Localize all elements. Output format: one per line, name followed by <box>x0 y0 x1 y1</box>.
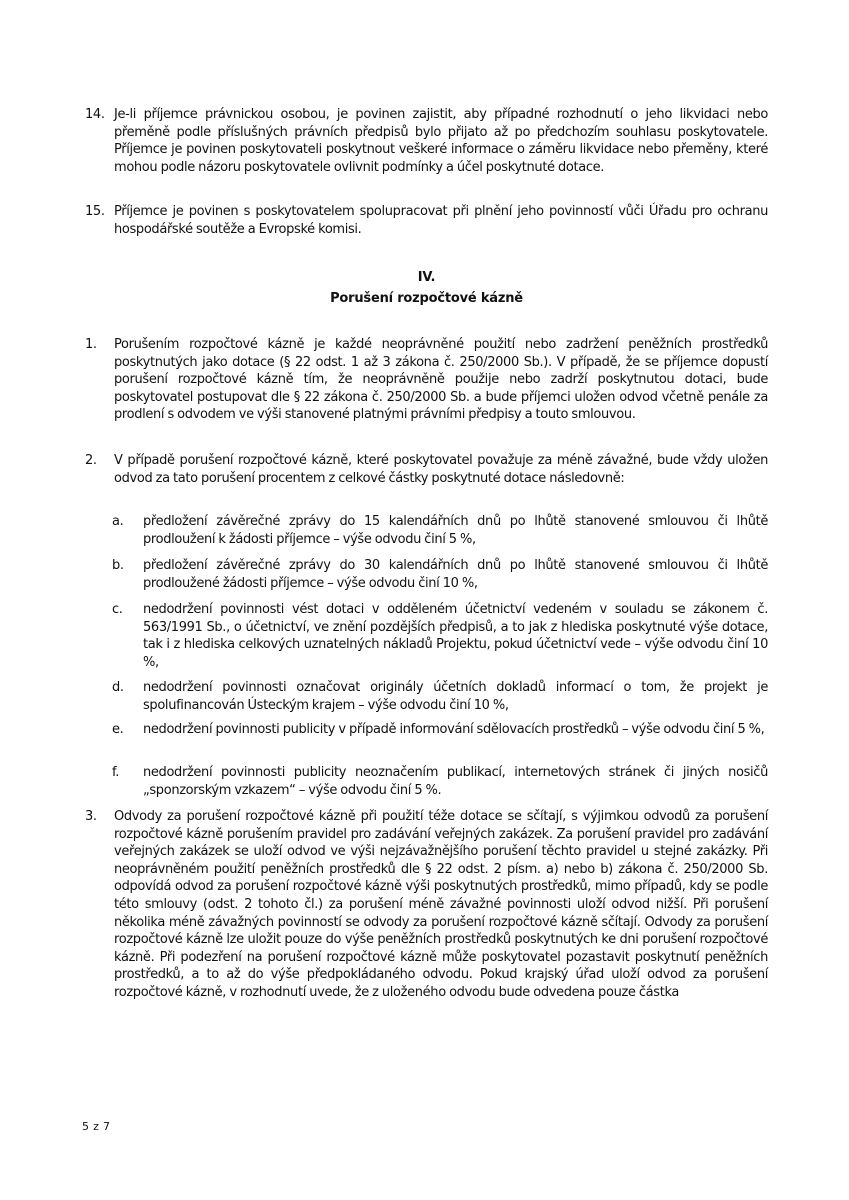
list-item-text: předložení závěrečné zprávy do 30 kalendářních dnů po lhůtě stanovené smlouvou či lhůtě prodloužené žádosti příjemce – výše odvodu činí 10 %, <box>143 558 768 591</box>
paragraph-text: Je-li příjemce právnickou osobou, je povinen zajistit, aby případné rozhodnutí o jeho likvidaci nebo přeměně podle příslušných právních předpisů bylo přijato až po předchozím souhlasu poskytovatele. Příjemce je povinen poskytovateli poskytnout veškeré informace o záměru likvidace nebo přeměny, které mohou podle názoru poskytovatele ovlivnit podmínky a účel poskytnuté dotace. <box>114 107 768 175</box>
list-item-text: nedodržení povinnosti vést dotaci v odděleném účetnictví vedeném v souladu se zákonem č. 563/1991 Sb., o účetnictví, ve znění pozdějších předpisů, a to jak z hlediska poskytnuté výše dotace, tak i z hlediska celkových uznatelných nákladů Projektu, pokud účetnictví vede – výše odvodu činí 10 %, <box>143 602 768 670</box>
page-number: 5 z 7 <box>82 1120 111 1133</box>
paragraph-number: 2. <box>85 453 97 468</box>
section-title: Porušení rozpočtové kázně <box>330 291 523 306</box>
paragraph-2 <box>85 452 768 487</box>
section-number: IV. <box>417 270 436 285</box>
list-item-f <box>112 764 768 799</box>
paragraph-number: 14. <box>85 107 105 122</box>
list-item-letter: a. <box>112 514 124 529</box>
paragraph-text: Porušením rozpočtové kázně je každé neoprávněné použití nebo zadržení peněžních prostředků poskytnutých jako dotace (§ 22 odst. 1 až 3 zákona č. 250/2000 Sb.). V případě, že se příjemce dopustí porušení rozpočtové kázně tím, že neoprávněně použije nebo zadrží poskytnutou dotaci, bude poskytovatel postupovat dle § 22 zákona č. 250/2000 Sb. a bude příjemci uložen odvod včetně penále za prodlení s odvodem ve výši stanovené platnými právními předpisy a touto smlouvou. <box>114 337 768 423</box>
paragraph-15 <box>85 203 768 238</box>
paragraph-text: Odvody za porušení rozpočtové kázně při použití téže dotace se sčítají, s výjimkou odvodů za porušení rozpočtové kázně porušením pravidel pro zadávání veřejných zakázek. Za porušení pravidel pro zadávání veřejných zakázek se uloží odvod ve výši nejzávažnějšího porušení těchto pravidel u stejné zakázky. Při neoprávněném použití peněžních prostředků dle § 22 odst. 2 písm. a) nebo b) zákona č. 250/2000 Sb. odpovídá odvod za porušení rozpočtové kázně výši poskytnutých prostředků, mimo případů, kdy se podle této smlouvy (odst. 2 tohoto čl.) za porušení méně závažné povinnosti uloží odvod nižší. Při porušení několika méně závažných povinností se odvody za porušení rozpočtové kázně sčítají. Odvody za porušení rozpočtové kázně lze uložit pouze do výše peněžních prostředků poskytnutých ke dni porušení rozpočtové kázně. Při podezření na porušení rozpočtové kázně může poskytovatel pozastavit poskytnutí peněžních prostředků, a to až do výše předpokládaného odvodu. Pokud krajský úřad uloží odvod za porušení rozpočtové kázně, v rozhodnutí uvede, že z uloženého odvodu bude odvedena pouze částka <box>114 809 768 1000</box>
list-item-text: nedodržení povinnosti označovat originály účetních dokladů informací o tom, že projekt je spolufinancován Ústeckým krajem – výše odvodu činí 10 %, <box>143 680 768 713</box>
paragraph-number: 15. <box>85 204 105 219</box>
paragraph-text: V případě porušení rozpočtové kázně, které poskytovatel považuje za méně závažné, bude vždy uložen odvod za tato porušení procentem z celkové částky poskytnuté dotace následovně: <box>114 453 768 486</box>
list-item-text: nedodržení povinnosti publicity v případě informování sdělovacích prostředků – výše odvodu činí 5 %, <box>143 722 765 737</box>
list-item-c <box>112 601 768 671</box>
list-item-a <box>112 513 768 548</box>
list-item-letter: f. <box>112 765 120 780</box>
list-item-letter: b. <box>112 558 124 573</box>
list-item-text: nedodržení povinnosti publicity neoznačením publikací, internetových stránek či jiných nosičů „sponzorským vzkazem“ – výše odvodu činí 5 %. <box>143 765 768 798</box>
list-item-letter: d. <box>112 680 124 695</box>
paragraph-3 <box>85 808 768 1002</box>
paragraph-number: 1. <box>85 337 97 352</box>
paragraph-14 <box>85 106 768 176</box>
paragraph-text: Příjemce je povinen s poskytovatelem spolupracovat při plnění jeho povinností vůči Úřadu pro ochranu hospodářské soutěže a Evropské komisi. <box>114 204 768 237</box>
list-item-e <box>112 721 768 739</box>
paragraph-number: 3. <box>85 809 97 824</box>
list-item-letter: c. <box>112 602 123 617</box>
list-item-letter: e. <box>112 722 124 737</box>
list-item-text: předložení závěrečné zprávy do 15 kalendářních dnů po lhůtě stanovené smlouvou či lhůtě prodloužení k žádosti příjemce – výše odvodu činí 5 %, <box>143 514 768 547</box>
paragraph-1 <box>85 336 768 424</box>
list-item-b <box>112 557 768 592</box>
list-item-d <box>112 679 768 714</box>
